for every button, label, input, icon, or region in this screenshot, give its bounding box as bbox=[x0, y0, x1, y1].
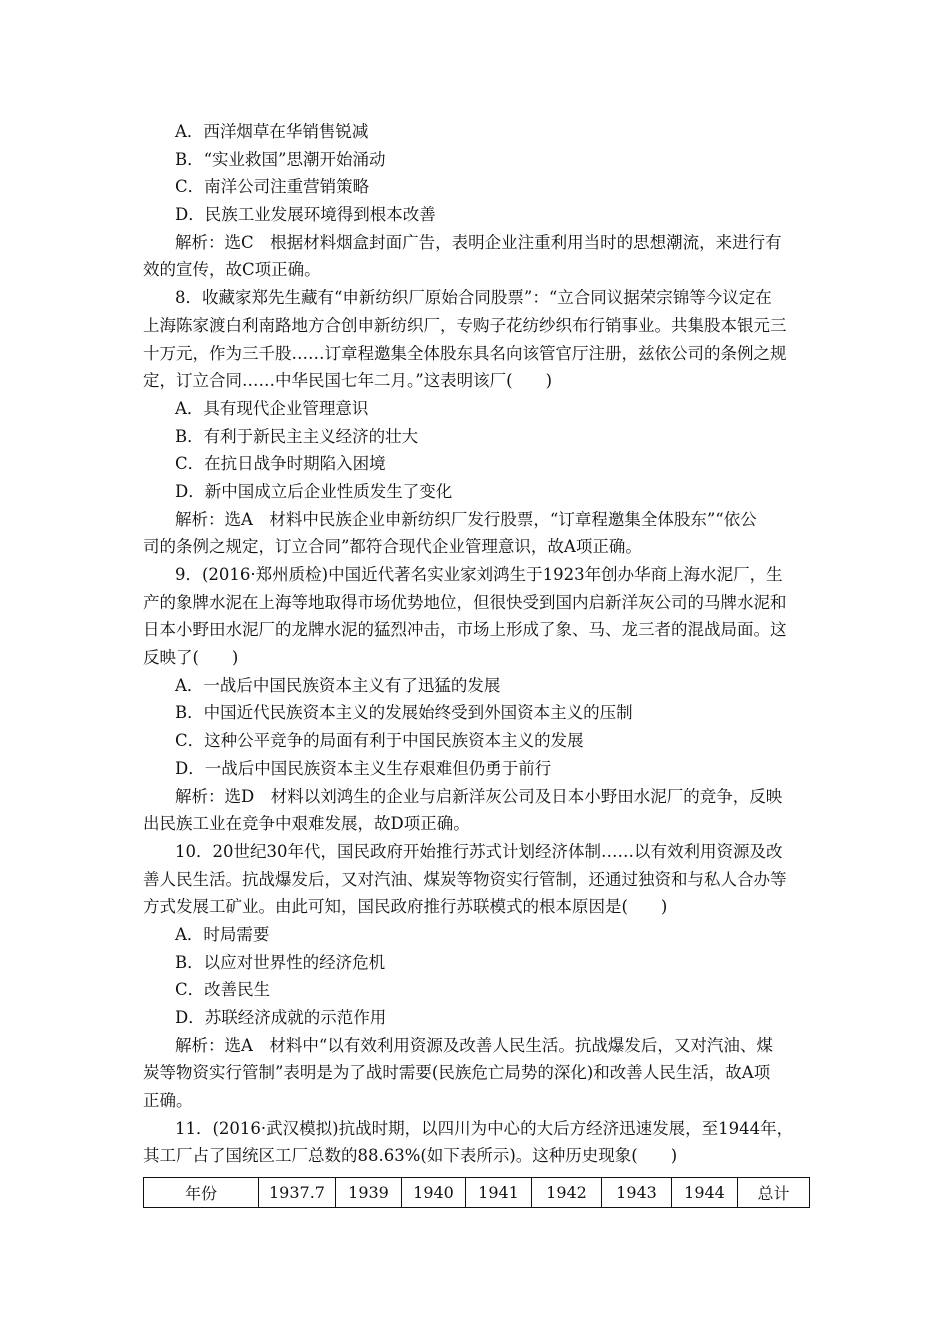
q10-option-c: C．改善民生 bbox=[175, 980, 271, 1000]
table-header-cell: 1939 bbox=[336, 1178, 402, 1208]
q10-stem-line-2: 善人民生活。抗战爆发后，又对汽油、煤炭等物资实行管制，还通过独资和与私人合办等 bbox=[143, 869, 787, 889]
q10-analysis-line-1: 解析：选A 材料中“以有效利用资源及改善人民生活。抗战爆发后，又对汽油、煤 bbox=[175, 1035, 773, 1055]
q11-stem-line-1: 11．(2016·武汉模拟)抗战时期，以四川为中心的大后方经济迅速发展，至1944年， bbox=[175, 1118, 794, 1138]
factory-statistics-table bbox=[143, 1177, 810, 1208]
table-header-cell: 1942 bbox=[532, 1178, 602, 1208]
q7-option-a: A．西洋烟草在华销售锐减 bbox=[175, 122, 369, 141]
q7-option-b: B．“实业救国”思潮开始涌动 bbox=[175, 149, 386, 169]
q8-stem-line-1: 8．收藏家郑先生藏有“申新纺织厂原始合同股票”：“立合同议据荣宗锦等今议定在 bbox=[175, 288, 772, 308]
q10-stem-line-1: 10．20世纪30年代，国民政府开始推行苏式计划经济体制……以有效利用资源及改 bbox=[175, 841, 783, 861]
question-text bbox=[143, 118, 809, 1170]
table-header-cell: 1943 bbox=[602, 1178, 672, 1208]
q10-analysis-line-3: 正确。 bbox=[143, 1091, 193, 1111]
q10-analysis-line-2: 炭等物资实行管制”表明是为了战时需要(民族危亡局势的深化)和改善人民生活，故A项 bbox=[143, 1063, 771, 1083]
q8-option-b: B．有利于新民主主义经济的壮大 bbox=[175, 426, 419, 446]
q9-option-a: A．一战后中国民族资本主义有了迅猛的发展 bbox=[175, 675, 501, 695]
table-header-cell: 年份 bbox=[144, 1178, 259, 1208]
q7-option-c: C．南洋公司注重营销策略 bbox=[175, 177, 370, 197]
q9-option-d: D．一战后中国民族资本主义生存艰难但仍勇于前行 bbox=[175, 758, 552, 778]
q9-stem-line-2: 产的象牌水泥在上海等地取得市场优势地位，但很快受到国内启新洋灰公司的马牌水泥和 bbox=[143, 592, 787, 612]
table-header-row bbox=[144, 1178, 810, 1208]
q9-option-b: B．中国近代民族资本主义的发展始终受到外国资本主义的压制 bbox=[175, 703, 633, 723]
table-header-cell: 1940 bbox=[402, 1178, 466, 1208]
q9-stem-line-1: 9．(2016·郑州质检)中国近代著名实业家刘鸿生于1923年创办华商上海水泥厂，生 bbox=[175, 565, 783, 584]
q7-analysis-line-1: 解析：选C 根据材料烟盒封面广告，表明企业注重利用当时的思想潮流，来进行有 bbox=[175, 232, 782, 252]
q8-option-a: A．具有现代企业管理意识 bbox=[175, 398, 369, 418]
q9-stem-line-3: 日本小野田水泥厂的龙牌水泥的猛烈冲击，市场上形成了象、马、龙三者的混战局面。这 bbox=[143, 620, 787, 640]
q9-analysis-line-2: 出民族工业在竞争中艰难发展，故D项正确。 bbox=[143, 814, 470, 834]
table-header-cell: 总计 bbox=[738, 1178, 810, 1208]
q11-stem-line-2: 其工厂占了国统区工厂总数的88.63%(如下表所示)。这种历史现象( ) bbox=[143, 1146, 678, 1166]
table-header-cell: 1944 bbox=[672, 1178, 738, 1208]
q10-stem-line-3: 方式发展工矿业。由此可知，国民政府推行苏联模式的根本原因是( ) bbox=[143, 897, 668, 917]
q8-analysis-line-1: 解析：选A 材料中民族企业申新纺织厂发行股票，“订章程邀集全体股东”“依公 bbox=[175, 509, 757, 529]
q9-option-c: C．这种公平竞争的局面有利于中国民族资本主义的发展 bbox=[175, 731, 584, 751]
q8-option-d: D．新中国成立后企业性质发生了变化 bbox=[175, 481, 453, 501]
q8-option-c: C．在抗日战争时期陷入困境 bbox=[175, 454, 386, 474]
table-header-cell: 1937.7 bbox=[259, 1178, 336, 1208]
q8-stem-line-2: 上海陈家渡白利南路地方合创申新纺织厂，专购子花纺纱织布行销事业。共集股本银元三 bbox=[143, 315, 787, 335]
q8-stem-line-3: 十万元，作为三千股……订章程邀集全体股东具名向该管官厅注册，兹依公司的条例之规 bbox=[143, 343, 787, 363]
table-header-cell: 1941 bbox=[466, 1178, 532, 1208]
q7-option-d: D．民族工业发展环境得到根本改善 bbox=[175, 205, 436, 225]
q9-analysis-line-1: 解析：选D 材料以刘鸿生的企业与启新洋灰公司及日本小野田水泥厂的竞争，反映 bbox=[175, 786, 783, 806]
q10-option-b: B．以应对世界性的经济危机 bbox=[175, 952, 386, 972]
q10-option-a: A．时局需要 bbox=[175, 924, 270, 944]
q9-stem-line-4: 反映了( ) bbox=[143, 648, 239, 668]
q8-stem-line-4: 定，订立合同……中华民国七年二月。”这表明该厂( ) bbox=[143, 371, 553, 391]
q8-analysis-line-2: 司的条例之规定，订立合同”都符合现代企业管理意识，故A项正确。 bbox=[143, 537, 642, 557]
q10-option-d: D．苏联经济成就的示范作用 bbox=[175, 1008, 387, 1027]
q7-analysis-line-2: 效的宣传，故C项正确。 bbox=[143, 260, 321, 280]
